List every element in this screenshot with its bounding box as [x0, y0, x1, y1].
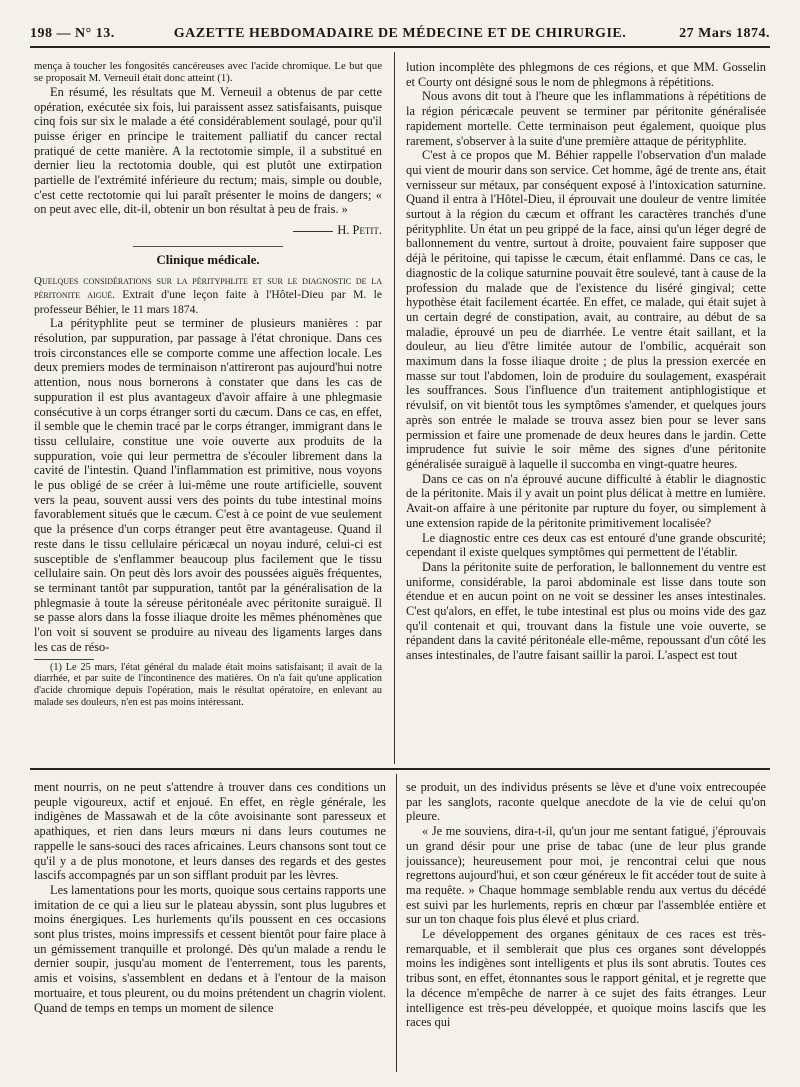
issue-date: 27 Mars 1874.	[679, 26, 770, 41]
page-number: 198	[30, 26, 53, 41]
signature-text: H. Petit.	[337, 223, 382, 238]
column-divider-top	[394, 52, 395, 764]
section-separator	[133, 246, 283, 247]
body-paragraph: C'est à ce propos que M. Béhier rappelle l'observation d'un malade qui vient de mourir dans son service. Cet homme, âgé de trente ans, était vernisseur sur métaux, par conséquent exposé à l'intoxication saturnine. Quand il entra à l'Hôtel-Dieu, il éprouvait une douleur de ventre limitée surtout à la région du cæcum et offrant les caractères tranchés d'une pérityphlite. Un état un peu grippé de la face, ainsi qu'un léger degré de ballonnement du ventre, surtout à droite, pouvaient faire supposer que déjà le péritoine, qui tapisse le cæcum, était enflammé. Dans ce cas, le diagnostic de la colique saturnine pouvait être soulevé, tant à cause de la profession du malade que de l'existence du liséré gingival; cette hypothèse était facilement écartée. En effet, ce malade, qui était sujet à un certain degré de constipation, avait, au contraire, au début de sa maladie, éprouvé un peu de diarrhée. Le ventre était saillant, et la douleur, au lieu d'être limitée autour de l'ombilic, acquérait son maximum dans la fosse iliaque droite ; de plus la pression exercée en masse sur tout l'abdomen, loin de produire du soulagement, exaspérait les souffrances. Sous l'influence d'un traitement antiphlogistique et révulsif, on vit bientôt tous les symptômes s'amender, et quelques jours après son entrée le malade se trouva assez bien pour se lever sans permission et faire une promenade de deux heures dans le jardin. Cette imprudence fut suivie le soir même des signes d'une péritonite généralisée suraiguë à laquelle il succomba en vingt-quatre heures.	[406, 148, 766, 471]
column-4	[406, 780, 766, 1072]
footnote: (1) Le 25 mars, l'état général du malade était moins satisfaisant; il avait de la diarrhée, et par suite de l'incontinence des matières. On n'a fait qu'une application d'acide chromique depuis l'opération, mais le résultat opératoire, en enlevant au malade ses douleurs, n'en est pas moins intéressant.	[34, 661, 382, 708]
body-paragraph: Nous avons dit tout à l'heure que les inflammations à répétitions de la région péricæcale peuvent se terminer par péritonite généralisée rapidement mortelle. Cette terminaison peut également, quoique plus rarement, s'observer à la suite d'une première attaque de pérityphlite.	[406, 89, 766, 148]
summary-paragraph: En résumé, les résultats que M. Verneuil a obtenus de par cette opération, exécutée six fois, lui paraissent assez satisfaisants, puisque cinq fois sur six le malade a été considérablement soulagé, pour qu'il puisse ériger en principe le traitement palliatif du cancer rectal pratiqué de cette manière. A la rectotomie simple, il a substitué en dernier lieu la rectotomia double, qui est plutôt une extirpation partielle de l'extrémité inférieure du rectum; mais, simple ou double, c'est cette rectotomie qui lui paraît présenter le moins de dangers; « on peut avec elle, dit-il, obtenir un bon résultat à peu de frais. »	[34, 84, 382, 217]
column-2	[406, 60, 766, 760]
body-paragraph: Le diagnostic entre ces deux cas est entouré d'une grande obscurité; cependant il existe quelques symptômes qui permettent de l'établir.	[406, 530, 766, 560]
article-subtitle: Extrait d'une leçon faite à l'Hôtel-Dieu par M. le professeur Béhier, le 11 mars 1874.	[34, 288, 382, 316]
body-paragraph: Le développement des organes génitaux de ces races est très-remarquable, et il semblerait que plus ces organes sont développés moins les indigènes sont intelligents et plus ils sont abrutis. Toutes ces tribus sont, en effet, étonnantes sous le rapport génital, et je regrette que la décence m'empêche de narrer à ce sujet des faits étranges. Leur intelligence est très-peu développée, et quoique moins lascifs que les races qui	[406, 927, 766, 1030]
signature-rule	[293, 231, 333, 232]
body-paragraph: Dans ce cas on n'a éprouvé aucune difficulté à établir le diagnostic de la péritonite. Mais il y avait un point plus délicat à mettre en lumière. Avait-on affaire à une péritonite par rupture du foyer, ou simplement à une extension rapide de la péritonite primitivement localisée?	[406, 471, 766, 530]
body-paragraph: ment nourris, on ne peut s'attendre à trouver dans ces conditions un peuple vigoureux, actif et enjoué. En effet, en règle générale, les indigènes de Massawah et de la côte avoisinante sont paresseux et apathiques, et rien dans leurs mœurs ni dans leurs coutumes ne rappelle le sans-souci des races africaines. Leurs chansons sont tout ce qu'il y a de plus monotone, et leurs danses des regards et des gestes lascifs accompagnés par un son sifflant produit par les lèvres.	[34, 780, 386, 883]
column-1-intro: mença à toucher les fongosités cancéreuses avec l'acide chromique. Le but que se proposait M. Verneuil était donc atteint (1).	[34, 60, 382, 85]
section-title: Clinique médicale.	[156, 251, 260, 267]
issue-number: — N° 13.	[56, 26, 115, 41]
horizontal-divider	[30, 768, 770, 770]
column-divider-bottom	[396, 774, 397, 1072]
column-3	[34, 780, 386, 1072]
column-1	[34, 60, 382, 760]
article-title: Quelques considérations sur la pérityphlite et sur le diagnostic de la péritonite aiguë.	[34, 274, 382, 302]
body-paragraph: Les lamentations pour les morts, quoique sous certains rapports une imitation de ce qui a lieu sur le plateau abyssin, sont plus lugubres et moins énergiques. Les hurlements qu'ils poussent en ces occasions sont plus tristes, moins impressifs et cessent bientôt pour faire place à un gémissement tranquille et prolongé. Dès qu'un malade a rendu le dernier soupir, jusqu'au moment de l'enterrement, tous les parents, amis et voisins, s'assemblent en dedans et à l'entour de la maison mortuaire, et tous pleurent, ou du moins prétendent un chagrin violent. Quand de temps en temps un moment de silence	[34, 882, 386, 1015]
body-paragraph: « Je me souviens, dira-t-il, qu'un jour me sentant fatigué, j'éprouvais un grand désir pour une prise de tabac (une de leur plus grande jouissance); heureusement pour moi, je rencontrai celui que nous regrettons aujourd'hui, et son cœur généreux le fit accéder tout de suite à ma requête. » Chaque hommage semblable rendu aux vertus du décédé est suivi par les hurlements, repris en chœur par l'assemblée entière et sur un ton chaque fois plus élevé et plus criard.	[406, 824, 766, 927]
body-paragraph: lution incomplète des phlegmons de ces régions, et que MM. Gosselin et Courty ont désigné sous le nom de phlegmons à répétitions.	[406, 60, 766, 89]
article-abstract	[34, 274, 382, 317]
author-signature	[34, 223, 382, 238]
page-header	[30, 22, 770, 48]
journal-title: GAZETTE HEBDOMADAIRE DE MÉDECINE ET DE CHIRURGIE.	[173, 26, 627, 41]
body-paragraph: La pérityphlite peut se terminer de plusieurs manières : par résolution, par suppuration, par passage à l'état chronique. Dans ces trois circonstances elle se comporte comme une affection locale. Les deux premiers modes de terminaison n'attireront pas aujourd'hui notre attention, nous nous bornerons à constater que dans les cas de suppuration il est plus avantageux d'avoir affaire à une phlegmasie consécutive à un corps étranger sorti du cæcum. Dans ce cas, en effet, il semble que le chemin tracé par le corps étranger, immigrant dans le tissu cellulaire, constitue une voie ouverte aux produits de la suppuration, voie qui leur permettra de s'écouler librement dans la cavité de l'intestin. Quand l'inflammation est primitive, nous voyons le pus obligé de se créer à lui-même une route artificielle, souvent vers la peau, souvent aussi vers des points du tube intestinal moins favorablement situés que le cæcum. C'est à ce point de vue seulement que la présence d'un corps étranger peut être avantageuse. Quand il reste dans le tissu cellulaire péricæcal un noyau induré, celui-ci est susceptible de s'enflammer beaucoup plus facilement que le tissu cellulaire sain. On peut dès lors avoir des poussées aiguës fréquentes, se terminant tantôt par suppuration, tantôt par la généralisation de la phlegmasie à toute la séreuse péritonéale avec péritonite suraiguë. Il se passe alors dans la fosse iliaque droite les mêmes phénomènes que l'on voit si souvent se produire au niveau des ligaments larges dans les cas de réso-	[34, 316, 382, 654]
body-paragraph: se produit, un des individus présents se lève et d'une voix entrecoupée par les sanglots, raconte quelque anecdote de la vie de celui qu'on pleure.	[406, 780, 766, 824]
body-paragraph: Dans la péritonite suite de perforation, le ballonnement du ventre est uniforme, considérable, la paroi abdominale est lisse dans toute son étendue et en aucun point on ne voit se dessiner les anses intestinales. C'est qu'alors, en effet, le tube intestinal est plus ou moins vide des gaz qu'il contenait et qui, trouvant dans la fistule une voie ouverte, se répandent dans la cavité péritonéale elle-même, repoussant d'un côté les anses intestinales, de l'autre faisant saillir la paroi. L'aspect est tout	[406, 559, 766, 663]
footnote-rule	[34, 659, 94, 660]
journal-page	[30, 22, 770, 1072]
